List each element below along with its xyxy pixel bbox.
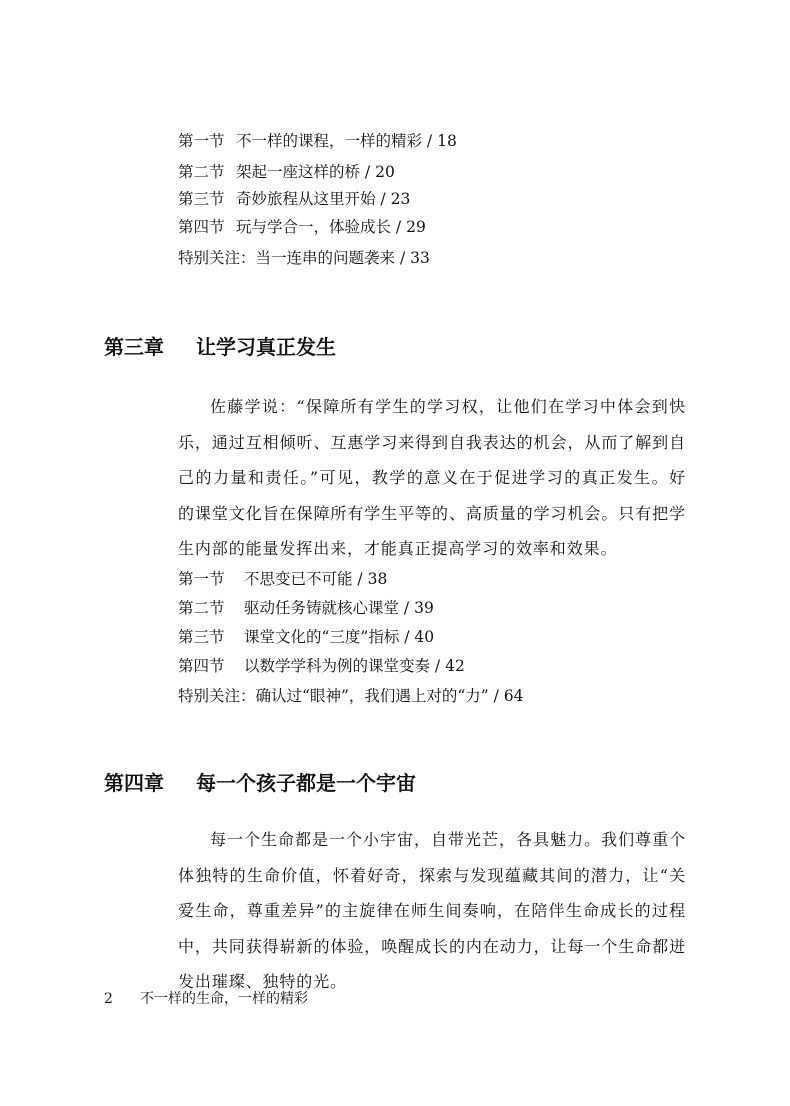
page-footer bbox=[104, 990, 308, 1008]
toc-section-label: 第四节 bbox=[178, 657, 225, 675]
toc-section-label: 第四节 bbox=[178, 218, 225, 236]
page-number: 2 bbox=[104, 991, 113, 1007]
toc-entry-special[interactable] bbox=[178, 248, 430, 268]
toc-section-title: 不一样的课程，一样的精彩 / 18 bbox=[236, 132, 457, 150]
toc-entry-special[interactable] bbox=[178, 686, 524, 706]
toc-section-label: 第一节 bbox=[178, 132, 225, 150]
toc-section-title: 当一连串的问题袭来 / 33 bbox=[255, 249, 430, 267]
toc-section-title: 玩与学合一，体验成长 / 29 bbox=[236, 218, 426, 236]
toc-entry[interactable] bbox=[178, 656, 465, 676]
toc-entry[interactable] bbox=[178, 189, 410, 209]
chapter-intro-paragraph: 佐藤学说：“保障所有学生的学习权，让他们在学习中体会到快乐，通过互相倾听、互惠学习来得到自我表达的机会，从而了解到自己的力量和责任。”可见，教学的意义在于促进学习的真正发生。好的课堂文化旨在保障所有学生平等的、高质量的学习机会。只有把学生内部的能量发挥出来，才能真正提高学习的效率和效果。 bbox=[178, 397, 686, 558]
toc-section-title: 以数学学科为例的课堂变奏 / 42 bbox=[244, 657, 465, 675]
toc-section-title: 课堂文化的“三度”指标 / 40 bbox=[244, 628, 435, 646]
toc-entry[interactable] bbox=[178, 162, 395, 182]
toc-section-title: 架起一座这样的桥 / 20 bbox=[236, 163, 395, 181]
chapter-title: 每一个孩子都是一个宇宙 bbox=[196, 771, 416, 795]
toc-entry[interactable] bbox=[178, 627, 434, 647]
toc-entry[interactable] bbox=[178, 131, 457, 151]
toc-section-title: 驱动任务铸就核心课堂 / 39 bbox=[244, 599, 434, 617]
toc-section-label: 特别关注： bbox=[178, 687, 256, 705]
chapter-heading bbox=[104, 334, 336, 360]
chapter-intro-paragraph: 每一个生命都是一个小宇宙，自带光芒，各具魅力。我们尊重个体独特的生命价值，怀着好奇，探索与发现蕴藏其间的潜力，让“关爱生命，尊重差异”的主旋律在师生间奏响，在陪伴生命成长的过程中，共同获得崭新的体验，唤醒成长的内在动力，让每一个生命都迸发出璀璨、独特的光。 bbox=[178, 830, 686, 991]
toc-section-title: 不思变已不可能 / 38 bbox=[244, 570, 388, 588]
chapter-heading bbox=[104, 770, 416, 796]
toc-section-label: 第二节 bbox=[178, 599, 225, 617]
running-title: 不一样的生命，一样的精彩 bbox=[140, 991, 308, 1007]
toc-section-label: 第一节 bbox=[178, 570, 225, 588]
toc-section-label: 第二节 bbox=[178, 163, 225, 181]
toc-section-title: 奇妙旅程从这里开始 / 23 bbox=[236, 190, 411, 208]
toc-entry[interactable] bbox=[178, 217, 426, 237]
chapter-number: 第三章 bbox=[104, 335, 164, 359]
chapter-title: 让学习真正发生 bbox=[196, 335, 336, 359]
toc-section-title: 确认过“眼神”，我们遇上对的“力” / 64 bbox=[255, 687, 524, 705]
toc-entry[interactable] bbox=[178, 569, 387, 589]
toc-section-label: 第三节 bbox=[178, 190, 225, 208]
toc-section-label: 特别关注： bbox=[178, 249, 256, 267]
chapter-number: 第四章 bbox=[104, 771, 164, 795]
toc-entry[interactable] bbox=[178, 598, 434, 618]
toc-section-label: 第三节 bbox=[178, 628, 225, 646]
